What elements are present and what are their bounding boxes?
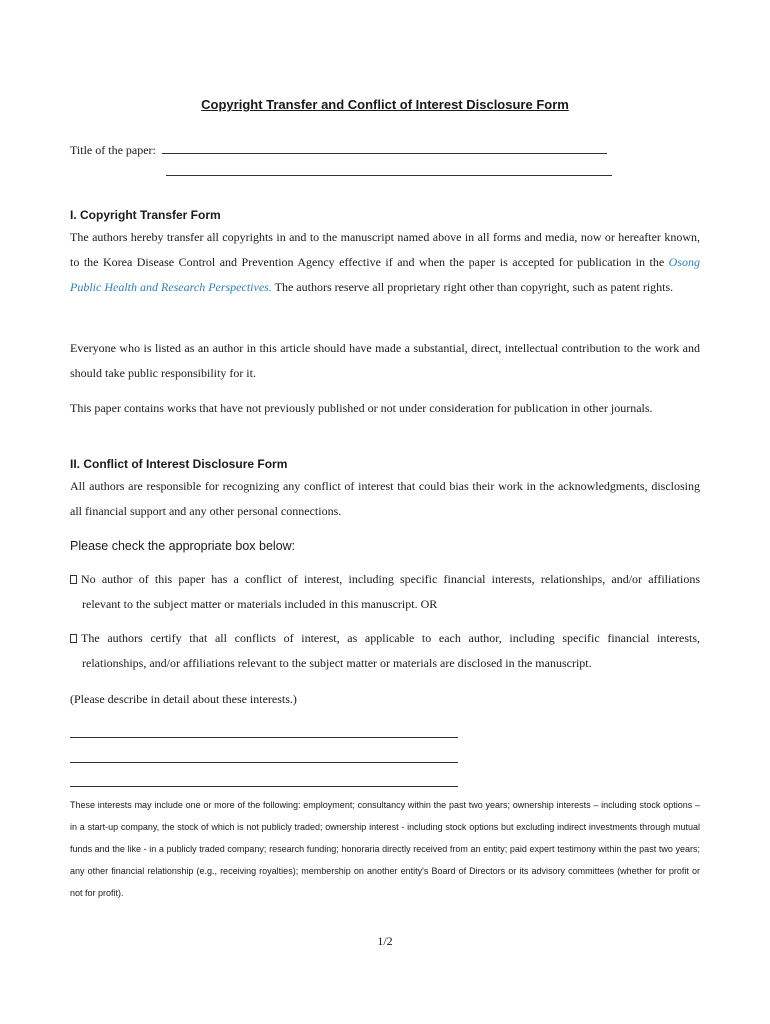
paper-title-field (70, 143, 607, 158)
copyright-text-after: The authors reserve all proprietary right other than copyright, such as patent rights. (274, 280, 674, 294)
journal-name: Osong Public Health and Research Perspectives. (70, 255, 701, 294)
option-conflicts-disclosed (70, 626, 700, 676)
describe-line-3[interactable] (70, 786, 458, 787)
check-prompt: Please check the appropriate box below: (70, 539, 296, 553)
describe-line-2[interactable] (70, 762, 458, 763)
describe-prompt: (Please describe in detail about these interests.) (70, 692, 297, 706)
page-number: 1/2 (377, 934, 393, 948)
copyright-transfer-paragraph (70, 225, 700, 300)
describe-line-1[interactable] (70, 737, 458, 738)
authorship-paragraph: Everyone who is listed as an author in this article should have made a substantial, direct, intellectual contribution to the work and should take public responsibility for it. (70, 341, 700, 380)
coi-responsibility-paragraph: All authors are responsible for recognizing any conflict of interest that could bias their work in the acknowledgments, disclosing all financial support and any other personal connections. (70, 479, 700, 518)
copyright-text-before: The authors hereby transfer all copyrights in and to the manuscript named above in all forms and media, now or hereafter known, to the Korea Disease Control and Prevention Agency effective if and when the paper is accepted for publication in the (70, 230, 700, 269)
paper-title-label: Title of the paper: (70, 143, 156, 157)
conflicts-disclosed-checkbox[interactable] (70, 634, 77, 643)
document-title: Copyright Transfer and Conflict of Interest Disclosure Form (201, 97, 569, 112)
option2-text-line2: relationships, and/or affiliations relevant to the subject matter or materials are disclosed in the manuscript. (82, 656, 592, 670)
interests-note: These interests may include one or more of the following: employment; consultancy within the past two years; ownership interests – including stock options – in a start-up company, the stock of which is not publicly traded; ownership interest - including stock options but excluding indirect investments through mutual funds and the like - in a publicly traded company; research funding; honoraria directly received from an entity; paid expert testimony within the past two years; any other financial relationship (e.g., receiving royalties); membership on another entity's Board of Directors or its advisory committees (whether for profit or not for profit). (70, 800, 700, 898)
section1-heading: I. Copyright Transfer Form (70, 208, 221, 222)
paper-title-input-line-2[interactable] (166, 174, 612, 176)
no-conflict-checkbox[interactable] (70, 575, 77, 584)
originality-paragraph: This paper contains works that have not previously published or not under consideration for publication in other journals. (70, 401, 653, 415)
section2-heading: II. Conflict of Interest Disclosure Form (70, 457, 288, 471)
option1-text-line2: relevant to the subject matter or materials included in this manuscript. OR (82, 597, 438, 611)
paper-title-input-line-1[interactable] (162, 152, 607, 154)
option-no-conflict (70, 567, 700, 617)
option1-text-line1: No author of this paper has a conflict of interest, including specific financial interests, relationships, and/or affiliations (81, 572, 700, 586)
paper-title-field-continued (166, 165, 612, 180)
option2-text-line1: The authors certify that all conflicts of interest, as applicable to each author, including specific financial interests, (81, 631, 700, 645)
